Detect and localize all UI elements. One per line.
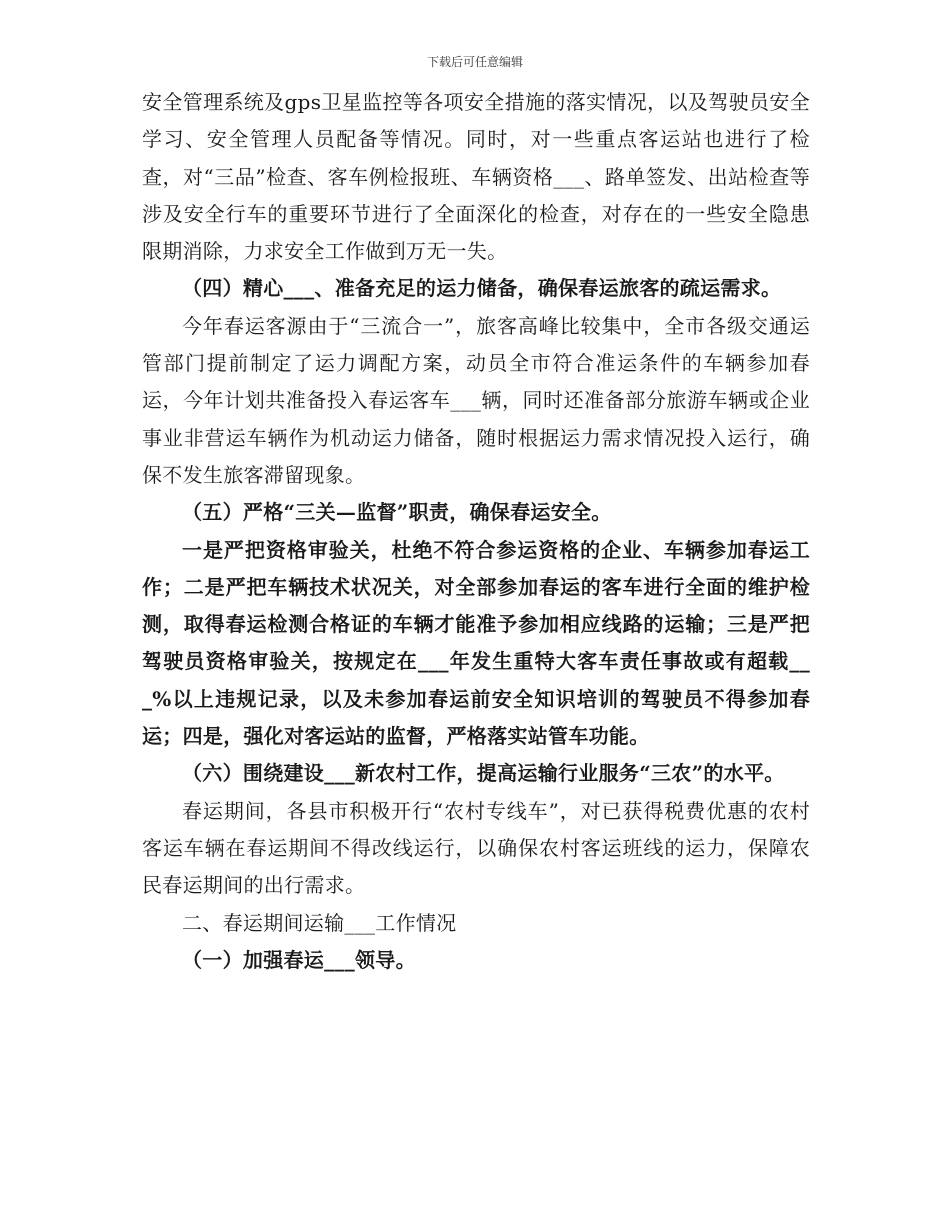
paragraph-safety-inspection: 安全管理系统及gps卫星监控等各项安全措施的落实情况，以及驾驶员安全学习、安全管理人员配备等情况。同时，对一些重点客运站也进行了检查，对“三品”检查、客车例检报班、车辆资格___、路单签发、出站检查等涉及安全行车的重要环节进行了全面深化的检查，对存在的一些安全隐患限期消除，力求安全工作做到万无一失。 (142, 90, 810, 264)
heading-section-4: （四）精心___、准备充足的运力储备，确保春运旅客的疏运需求。 (182, 276, 782, 301)
paragraph-capacity-reserve: 今年春运客源由于“三流合一”，旅客高峰比较集中，全市各级交通运管部门提前制定了运力调配方案，动员全市符合准运条件的车辆参加春运，今年计划共准备投入春运客车___辆，同时还准备部分旅游车辆或企业事业非营运车辆作为机动运力储备，随时根据运力需求情况投入运行，确保不发生旅客滞留现象。 (142, 313, 810, 487)
heading-part-2: 二、春运期间运输___工作情况 (182, 910, 457, 935)
heading-section-5: （五）严格“三关—监督”职责，确保春运安全。 (182, 500, 612, 525)
document-body (142, 84, 810, 979)
paragraph-rural-lines: 春运期间，各县市积极开行“农村专线车”，对已获得税费优惠的农村客运车辆在春运期间不得改线运行，以确保农村客运班线的运力，保障农民春运期间的出行需求。 (142, 798, 810, 898)
heading-subsection-1: （一）加强春运___领导。 (182, 947, 416, 972)
page-header-note: 下载后可任意编辑 (426, 55, 523, 69)
heading-section-6: （六）围绕建设___新农村工作，提高运输行业服务“三农”的水平。 (182, 761, 785, 786)
paragraph-three-checks: 一是严把资格审验关，杜绝不符合参运资格的企业、车辆参加春运工作；二是严把车辆技术状况关，对全部参加春运的客车进行全面的维护检测，取得春运检测合格证的车辆才能准予参加相应线路的运输；三是严把驾驶员资格审验关，按规定在___年发生重特大客车责任事故或有超载___%以上违规记录，以及未参加春运前安全知识培训的驾驶员不得参加春运；四是，强化对客运站的监督，严格落实站管车功能。 (142, 537, 810, 749)
